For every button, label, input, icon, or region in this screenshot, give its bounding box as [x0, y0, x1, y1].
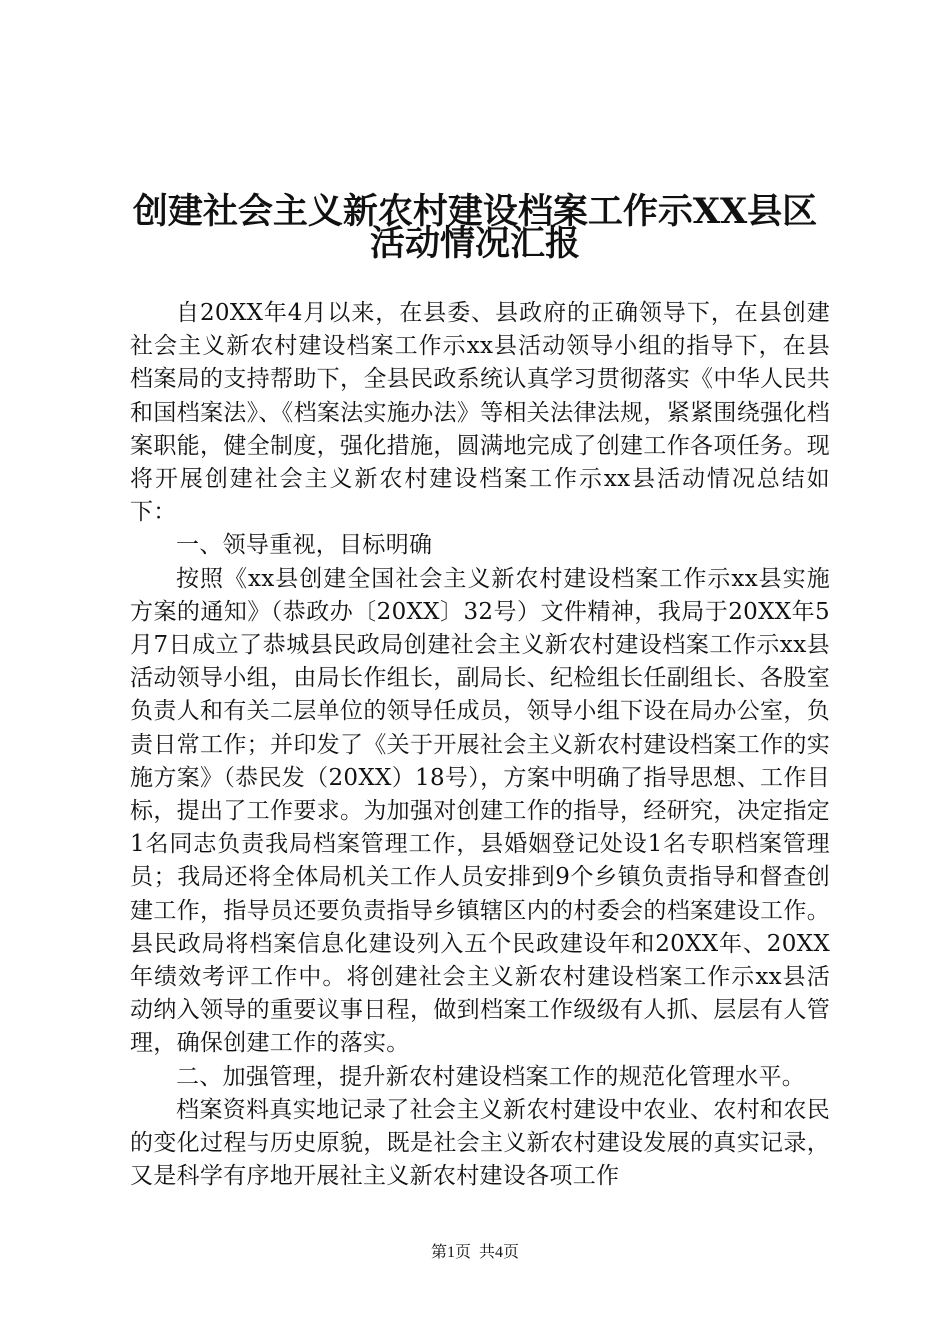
page-number: 第1页	[430, 1244, 471, 1261]
page-total: 共4页	[479, 1244, 520, 1261]
paragraph-section-2: 档案资料真实地记录了社会主义新农村建设中农业、农村和农民的变化过程与历史原貌，既是社会主义新农村建设发展的真实记录，又是科学有序地开展社主义新农村建设各项工作	[130, 1096, 830, 1190]
document-body	[130, 297, 830, 1193]
document-title-line-2: 活动情况汇报	[369, 223, 580, 264]
paragraph-intro: 自20XX年4月以来，在县委、县政府的正确领导下，在县创建社会主义新农村建设档案工作示xx县活动领导小组的指导下，在县档案局的支持帮助下，全县民政系统认真学习贯彻落实《中华人民共和国档案法》、《档案法实施办法》等相关法律法规，紧紧围绕强化档案职能，健全制度，强化措施，圆满地完成了创建工作各项任务。现将开展创建社会主义新农村建设档案工作示xx县活动情况总结如下：	[130, 300, 830, 526]
section-heading-1: 一、领导重视，目标明确	[176, 532, 433, 559]
document-title-line-1: 创建社会主义新农村建设档案工作示XX县区	[132, 191, 818, 232]
page-footer	[0, 1243, 950, 1263]
section-heading-2: 二、加强管理，提升新农村建设档案工作的规范化管理水平。	[176, 1063, 806, 1090]
paragraph-section-1: 按照《xx县创建全国社会主义新农村建设档案工作示xx县实施方案的通知》（恭政办〔20XX〕32号）文件精神，我局于20XX年5月7日成立了恭城县民政局创建社会主义新农村建设档案工作示xx县活动领导小组，由局长作组长，副局长、纪检组长任副组长、各股室负责人和有关二层单位的领导任成员，领导小组下设在局办公室，负责日常工作；并印发了《关于开展社会主义新农村建设档案工作的实施方案》（恭民发（20XX）18号），方案中明确了指导思想、工作目标，提出了工作要求。为加强对创建工作的指导，经研究，决定指定1名同志负责我局档案管理工作，县婚姻登记处设1名专职档案管理员；我局还将全体局机关工作人员安排到9个乡镇负责指导和督查创建工作，指导员还要负责指导乡镇辖区内的村委会的档案建设工作。县民政局将档案信息化建设列入五个民政建设年和20XX年、20XX年绩效考评工作中。将创建社会主义新农村建设档案工作示xx县活动纳入领导的重要议事日程，做到档案工作级级有人抓、层层有人管理，确保创建工作的落实。	[130, 565, 830, 1057]
